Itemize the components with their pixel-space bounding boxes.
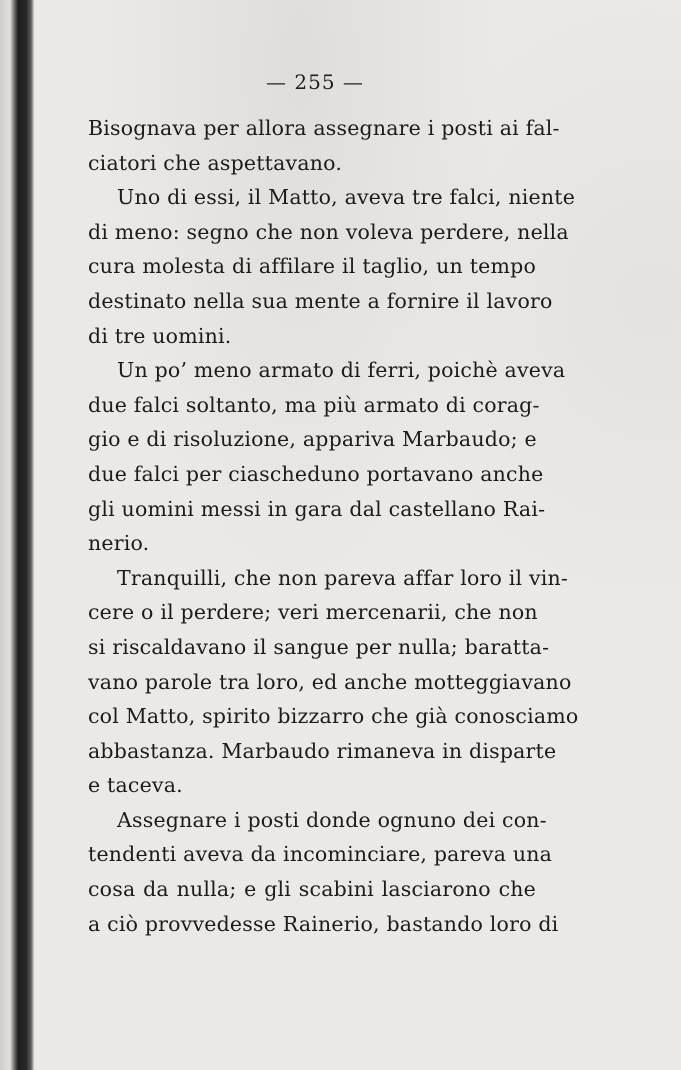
page-number: — 255 — bbox=[266, 70, 364, 94]
text-line: due falci soltanto, ma più armato di corag- bbox=[88, 392, 540, 417]
text-line: di meno: segno che non voleva perdere, nella bbox=[88, 219, 569, 244]
text-line: Tranquilli, che non pareva affar loro il vin- bbox=[117, 565, 569, 590]
text-line: tendenti aveva da incominciare, pareva una bbox=[88, 842, 553, 867]
text-line: nerio. bbox=[88, 531, 150, 556]
text-line: cura molesta di affilare il taglio, un tempo bbox=[88, 254, 536, 279]
text-line: due falci per ciascheduno portavano anche bbox=[88, 461, 544, 486]
text-line: cere o il perdere; veri mercenarii, che non bbox=[88, 600, 538, 625]
text-line: gli uomini messi in gara dal castellano Rai- bbox=[88, 496, 546, 521]
text-line: Bisognava per allora assegnare i posti ai fal- bbox=[88, 116, 560, 140]
text-line: ciatori che aspettavano. bbox=[88, 150, 343, 175]
text-line: Uno di essi, il Matto, aveva tre falci, niente bbox=[117, 185, 576, 210]
text-line: gio e di risoluzione, appariva Marbaudo; e bbox=[88, 427, 537, 452]
text-line: destinato nella sua mente a fornire il lavoro bbox=[88, 288, 553, 313]
text-line: a ciò provvedesse Rainerio, bastando loro di bbox=[88, 911, 559, 936]
text-line: abbastanza. Marbaudo rimaneva in disparte bbox=[88, 738, 557, 763]
text-line: vano parole tra loro, ed anche motteggiavano bbox=[88, 669, 572, 694]
text-line: cosa da nulla; e gli scabini lasciarono che bbox=[88, 877, 536, 902]
book-binding-edge bbox=[0, 0, 34, 1070]
text-line: e taceva. bbox=[88, 773, 183, 798]
text-line: col Matto, spirito bizzarro che già conosciamo bbox=[88, 704, 579, 729]
text-line: Assegnare i posti donde ognuno dei con- bbox=[117, 807, 547, 832]
text-line: Un po’ meno armato di ferri, poichè aveva bbox=[117, 358, 566, 383]
body-text bbox=[88, 111, 579, 941]
text-line: di tre uomini. bbox=[88, 323, 232, 348]
text-line: si riscaldavano il sangue per nulla; baratta- bbox=[88, 634, 550, 659]
